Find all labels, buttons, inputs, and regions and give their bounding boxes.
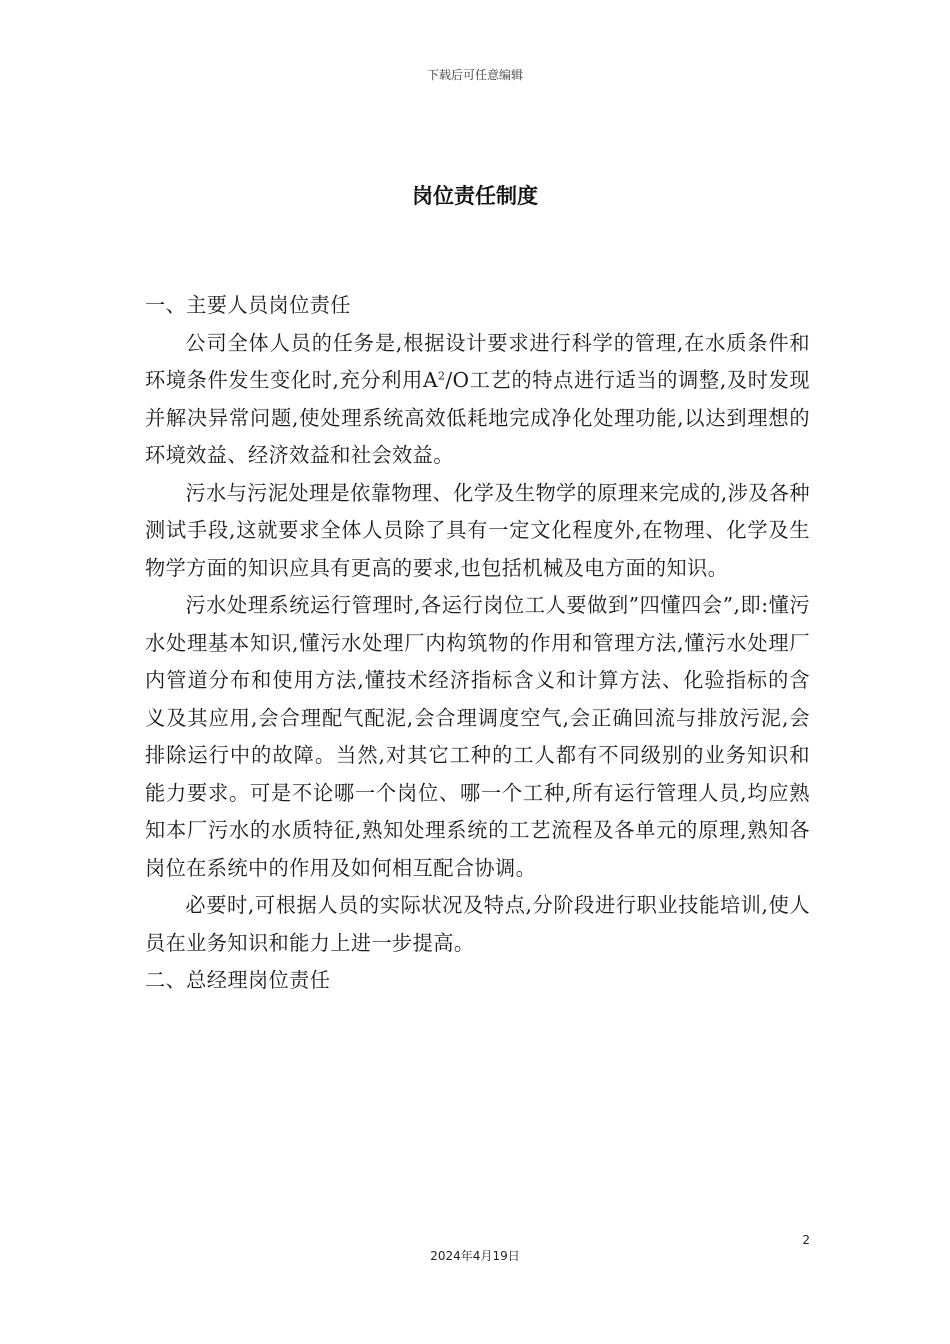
paragraph-1-part-a: 公司全体人员的任务是,根据设计要求进行科学的管理,在水质条件和环境条件发生变化时,充分利用A bbox=[145, 330, 810, 392]
superscript-2: 2 bbox=[437, 369, 446, 383]
paragraph-4: 必要时,可根据人员的实际状况及特点,分阶段进行职业技能培训,使人员在业务知识和能力上进一步提高。 bbox=[145, 893, 810, 955]
paragraph-1 bbox=[145, 325, 810, 475]
page-header: 下载后可任意编辑 bbox=[426, 68, 523, 82]
page-number: 2 bbox=[802, 1233, 810, 1247]
section-heading-1: 一、主要人员岗位责任 bbox=[145, 293, 351, 317]
paragraph-2: 污水与污泥处理是依靠物理、化学及生物学的原理来完成的,涉及各种测试手段,这就要求全体人员除了具有一定文化程度外,在物理、化学及生物学方面的知识应具有更高的要求,也包括机械及电方面的知识。 bbox=[145, 480, 810, 580]
paragraph-3: 污水处理系统运行管理时,各运行岗位工人要做到”四懂四会”,即:懂污水处理基本知识,懂污水处理厂内构筑物的作用和管理方法,懂污水处理厂内管道分布和使用方法,懂技术经济指标含义和计算方法、化验指标的含义及其应用,会合理配气配泥,会合理调度空气,会正确回流与排放污泥,会排除运行中的故障。当然,对其它工种的工人都有不同级别的业务知识和能力要求。可是不论哪一个岗位、哪一个工种,所有运行管理人员,均应熟知本厂污水的水质特征,熟知处理系统的工艺流程及各单元的原理,熟知各岗位在系统中的作用及如何相互配合协调。 bbox=[145, 593, 810, 880]
document-body bbox=[145, 287, 810, 1000]
paragraph-1-part-b: /O工艺的特点进行适当的调整,及时发现并解决异常问题,使处理系统高效低耗地完成净化处理功能,以达到理想的环境效益、经济效益和社会效益。 bbox=[145, 368, 810, 467]
document-title: 岗位责任制度 bbox=[412, 184, 538, 208]
section-heading-2: 二、总经理岗位责任 bbox=[145, 968, 331, 992]
page-footer-date: 2024年4月19日 bbox=[430, 1249, 520, 1263]
